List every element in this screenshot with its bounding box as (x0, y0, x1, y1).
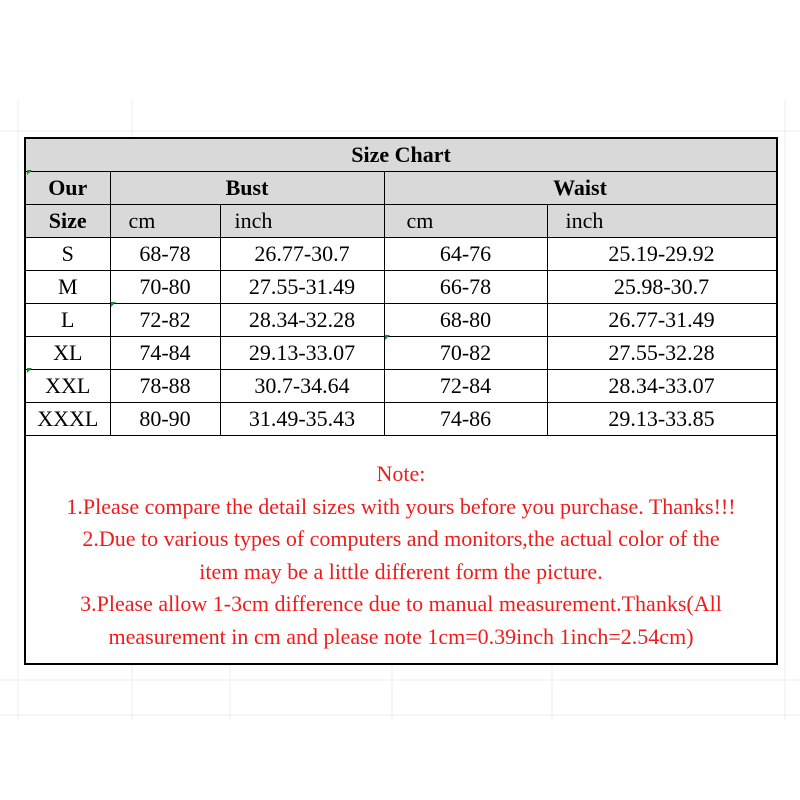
cell-marker (27, 368, 32, 373)
bust-inch-header: inch (220, 205, 384, 238)
note-line: 3.Please allow 1-3cm difference due to manual measurement.Thanks(All (80, 591, 722, 616)
bust-inch-value: 27.55-31.49 (220, 271, 384, 304)
waist-inch-value: 29.13-33.85 (547, 403, 776, 436)
waist-cm-value: 68-80 (384, 304, 547, 337)
notes-heading: Note: (376, 461, 426, 486)
bust-cm-value: 80-90 (110, 403, 220, 436)
bust-inch-value: 30.7-34.64 (220, 370, 384, 403)
table-row (26, 304, 776, 337)
table-row (26, 403, 776, 436)
bust-header: Bust (110, 172, 384, 205)
waist-cm-header: cm (384, 205, 547, 238)
notes-section (26, 441, 776, 663)
bust-cm-value: 74-84 (110, 337, 220, 370)
waist-header: Waist (384, 172, 776, 205)
cell-marker (27, 170, 32, 175)
size-label: XXL (26, 370, 110, 403)
bust-cm-header: cm (110, 205, 220, 238)
note-line: 1.Please compare the detail sizes with yours before you purchase. Thanks!!! (66, 493, 736, 519)
note-line: item may be a little different form the picture. (199, 558, 603, 584)
waist-inch-value: 28.34-33.07 (547, 370, 776, 403)
size-label: XL (26, 337, 110, 370)
size-chart-frame (24, 137, 778, 665)
size-column-header-bottom: Size (26, 205, 110, 238)
table-row (26, 271, 776, 304)
waist-inch-value: 25.19-29.92 (547, 238, 776, 271)
waist-inch-value: 25.98-30.7 (547, 271, 776, 304)
cell-marker (111, 302, 116, 307)
bust-inch-value: 31.49-35.43 (220, 403, 384, 436)
waist-cm-value: 74-86 (384, 403, 547, 436)
waist-cm-value: 70-82 (384, 337, 547, 370)
table-row (26, 337, 776, 370)
table-row (26, 370, 776, 403)
size-label: XXXL (26, 403, 110, 436)
bust-inch-value: 29.13-33.07 (220, 337, 384, 370)
note-line: measurement in cm and please note 1cm=0.39inch 1inch=2.54cm) (108, 623, 694, 649)
waist-cm-value: 66-78 (384, 271, 547, 304)
table-row (26, 238, 776, 271)
bust-cm-value: 68-78 (110, 238, 220, 271)
waist-inch-header: inch (547, 205, 776, 238)
bust-cm-value: 78-88 (110, 370, 220, 403)
waist-cm-value: 72-84 (384, 370, 547, 403)
size-column-header-top: Our (26, 172, 110, 205)
waist-inch-value: 26.77-31.49 (547, 304, 776, 337)
waist-inch-value: 27.55-32.28 (547, 337, 776, 370)
size-label: M (26, 271, 110, 304)
bust-cm-value: 70-80 (110, 271, 220, 304)
table-title: Size Chart (26, 139, 776, 172)
bust-cm-value: 72-82 (110, 304, 220, 337)
waist-cm-value: 64-76 (384, 238, 547, 271)
note-line: 2.Due to various types of computers and monitors,the actual color of the (82, 526, 720, 551)
bust-inch-value: 28.34-32.28 (220, 304, 384, 337)
size-chart-table (26, 139, 777, 436)
size-label: L (26, 304, 110, 337)
cell-marker (385, 335, 390, 340)
size-label: S (26, 238, 110, 271)
bust-inch-value: 26.77-30.7 (220, 238, 384, 271)
